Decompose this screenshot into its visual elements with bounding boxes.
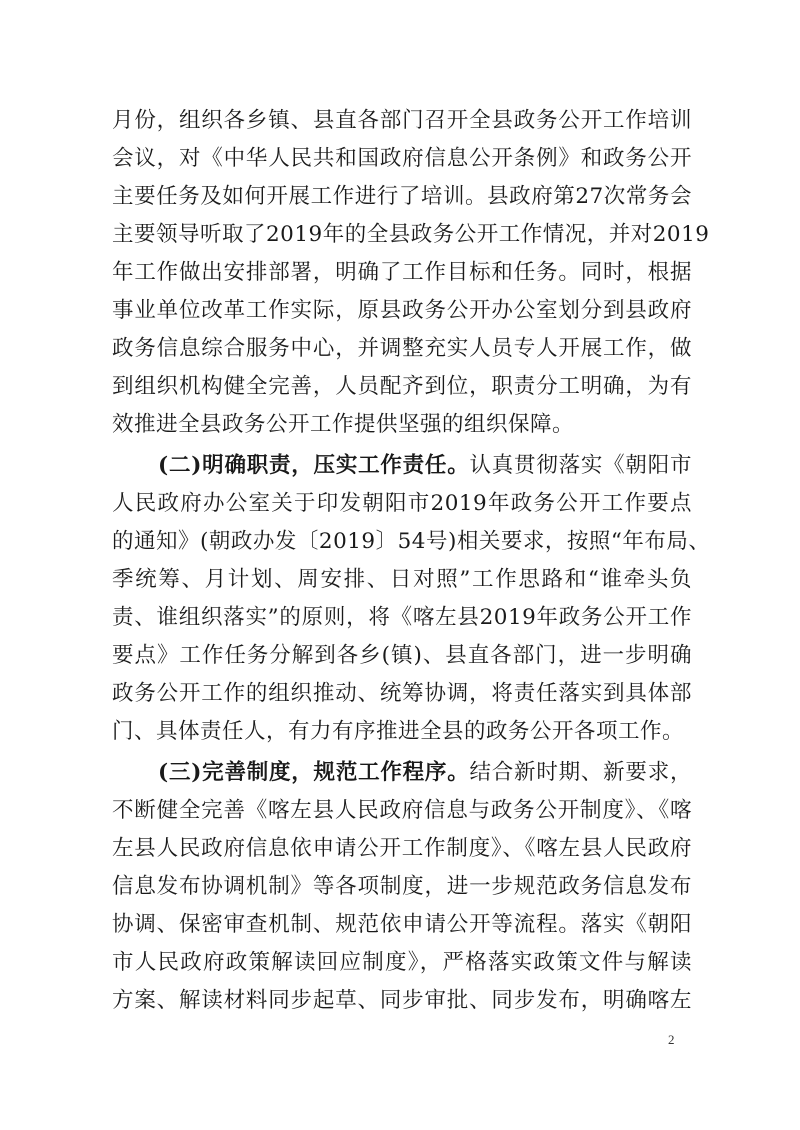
section-3-heading: (三)完善制度，规范工作程序。 xyxy=(158,760,470,785)
text-line: 要点》工作任务分解到各乡(镇)、县直各部门，进一步明确 xyxy=(112,643,692,668)
text-line: 人民政府办公室关于印发朝阳市2019年政务公开工作要点 xyxy=(112,491,692,516)
text-line: 市人民政府政策解读回应制度》，严格落实政策文件与解读 xyxy=(112,950,692,975)
text-line: 政务公开工作的组织推动、统筹协调，将责任落实到具体部 xyxy=(112,681,692,706)
text-line: 月份，组织各乡镇、县直各部门召开全县政务公开工作培训 xyxy=(112,108,692,133)
text-line: 的通知》(朝政办发〔2019〕54号)相关要求，按照“年布局、 xyxy=(112,529,711,554)
text-line: 门、具体责任人，有力有序推进全县的政务公开各项工作。 xyxy=(112,719,685,744)
text-line: 主要领导听取了2019年的全县政务公开工作情况，并对2019 xyxy=(112,222,710,247)
text-line: 协调、保密审查机制、规范依申请公开等流程。落实《朝阳 xyxy=(112,912,692,937)
text-line: 信息发布协调机制》等各项制度，进一步规范政务信息发布 xyxy=(112,874,692,899)
text-line: 方案、解读材料同步起草、同步审批、同步发布，明确喀左 xyxy=(112,988,692,1013)
text-line: 主要任务及如何开展工作进行了培训。县政府第27次常务会 xyxy=(112,184,692,209)
text-line: 年工作做出安排部署，明确了工作目标和任务。同时，根据 xyxy=(112,260,692,285)
section-3-first-line xyxy=(158,758,692,788)
section-2-heading: (二)明确职责，压实工作责任。 xyxy=(158,453,470,478)
text-line: 事业单位改革工作实际，原县政务公开办公室划分到县政府 xyxy=(112,298,692,323)
text-line: 不断健全完善《喀左县人民政府信息与政务公开制度》、《喀 xyxy=(112,798,692,823)
text-line: 左县人民政府信息依申请公开工作制度》、《喀左县人民政府 xyxy=(112,836,692,861)
text-line: 政务信息综合服务中心，并调整充实人员专人开展工作，做 xyxy=(112,336,692,361)
section-2-first-line-text: 认真贯彻落实《朝阳市 xyxy=(469,453,692,478)
text-line: 责、谁组织落实”的原则，将《喀左县2019年政务公开工作 xyxy=(112,605,692,630)
section-3-first-line-text: 结合新时期、新要求， xyxy=(469,760,692,785)
text-line: 季统筹、月计划、周安排、日对照”工作思路和“谁牵头负 xyxy=(112,567,692,592)
text-line: 效推进全县政务公开工作提供坚强的组织保障。 xyxy=(112,412,575,437)
section-2-first-line xyxy=(158,451,692,481)
page-number: 2 xyxy=(668,1032,675,1047)
text-line: 会议，对《中华人民共和国政府信息公开条例》和政务公开 xyxy=(112,146,692,171)
text-line: 到组织机构健全完善，人员配齐到位，职责分工明确，为有 xyxy=(112,374,692,399)
